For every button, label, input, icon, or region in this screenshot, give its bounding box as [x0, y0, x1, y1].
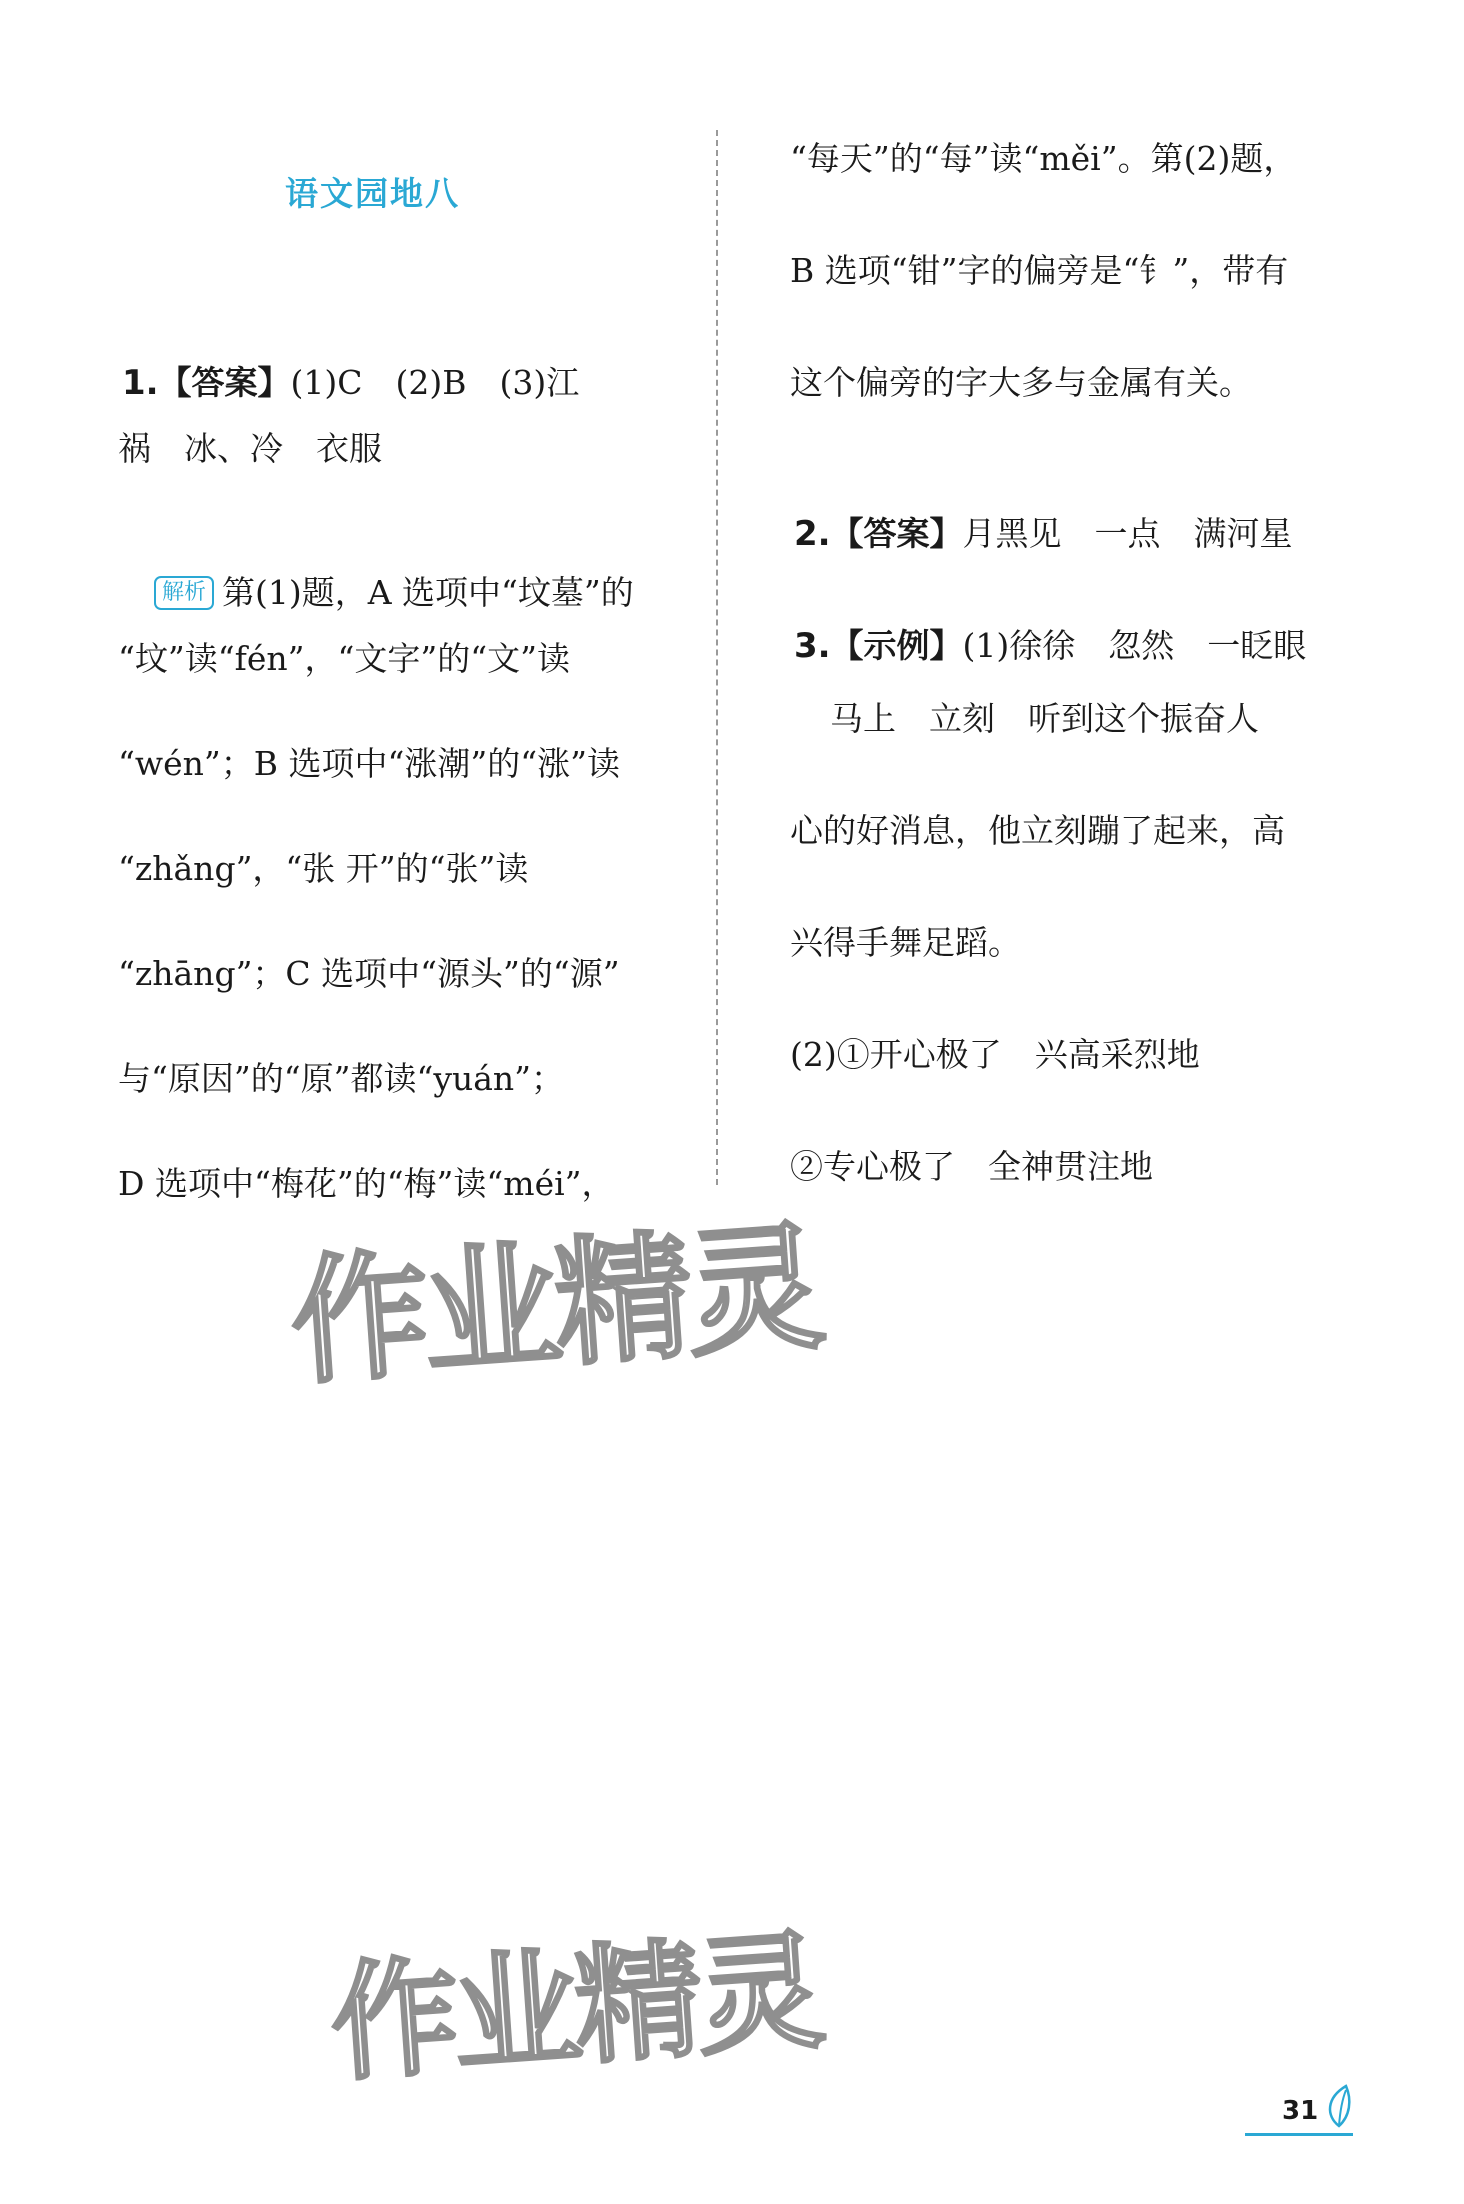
question-2-row	[752, 469, 1293, 594]
section-title: 语文园地八	[285, 174, 460, 213]
leaf-icon	[1322, 2082, 1356, 2134]
analysis-line-6: 与“原因”的“原”都读“yuán”；	[118, 1059, 565, 1098]
continuation-line-2: B 选项“钳”字的偏旁是“钅”，带有	[790, 251, 1289, 290]
column-divider	[716, 130, 718, 1185]
question-2-answer-tag: 【答案】	[830, 514, 963, 553]
question-1-answer-line-2: 祸 冰、冷 衣服	[118, 429, 382, 468]
analysis-line-2: “坟”读“fén”，“文字”的“文”读	[118, 639, 570, 678]
question-3-row	[752, 581, 1306, 706]
analysis-line-5: “zhāng”；C 选项中“源头”的“源”	[118, 954, 620, 993]
question-3-line-4: 兴得手舞足蹈。	[790, 923, 1021, 962]
question-3-number: 3.	[793, 626, 831, 666]
analysis-line-7: D 选项中“梅花”的“梅”读“méi”，	[118, 1164, 615, 1203]
question-3-line-2: 马上 立刻 听到这个振奋人	[830, 699, 1259, 738]
watermark-top: 作业精灵	[285, 1206, 824, 1405]
question-1-answer-tag: 【答案】	[158, 363, 291, 402]
question-1-number: 1.	[121, 363, 159, 403]
question-3-line-1: (1)徐徐 忽然 一眨眼	[962, 626, 1307, 665]
question-3-line-6: ②专心极了 全神贯注地	[790, 1147, 1153, 1186]
question-1-answer-line-1: (1)C (2)B (3)江	[290, 363, 580, 402]
question-2-answer: 月黑见 一点 满河星	[962, 514, 1293, 553]
watermark-bottom: 作业精灵	[326, 1917, 824, 2100]
analysis-badge: 解析	[154, 576, 214, 610]
page-number: 31	[1282, 2096, 1319, 2126]
question-2-number: 2.	[793, 514, 831, 554]
question-3-line-3: 心的好消息，他立刻蹦了起来，高	[790, 811, 1285, 850]
analysis-line-1: 第(1)题，A 选项中“坟墓”的	[221, 573, 634, 612]
analysis-line-3: “wén”；B 选项中“涨潮”的“涨”读	[118, 744, 620, 783]
analysis-line-4: “zhǎng”，“张 开”的“张”读	[118, 849, 529, 888]
continuation-line-3: 这个偏旁的字大多与金属有关。	[790, 363, 1252, 402]
question-3-line-5: (2)①开心极了 兴高采烈地	[790, 1035, 1200, 1074]
continuation-line-1: “每天”的“每”读“měi”。第(2)题，	[790, 139, 1297, 178]
question-3-example-tag: 【示例】	[830, 626, 963, 665]
